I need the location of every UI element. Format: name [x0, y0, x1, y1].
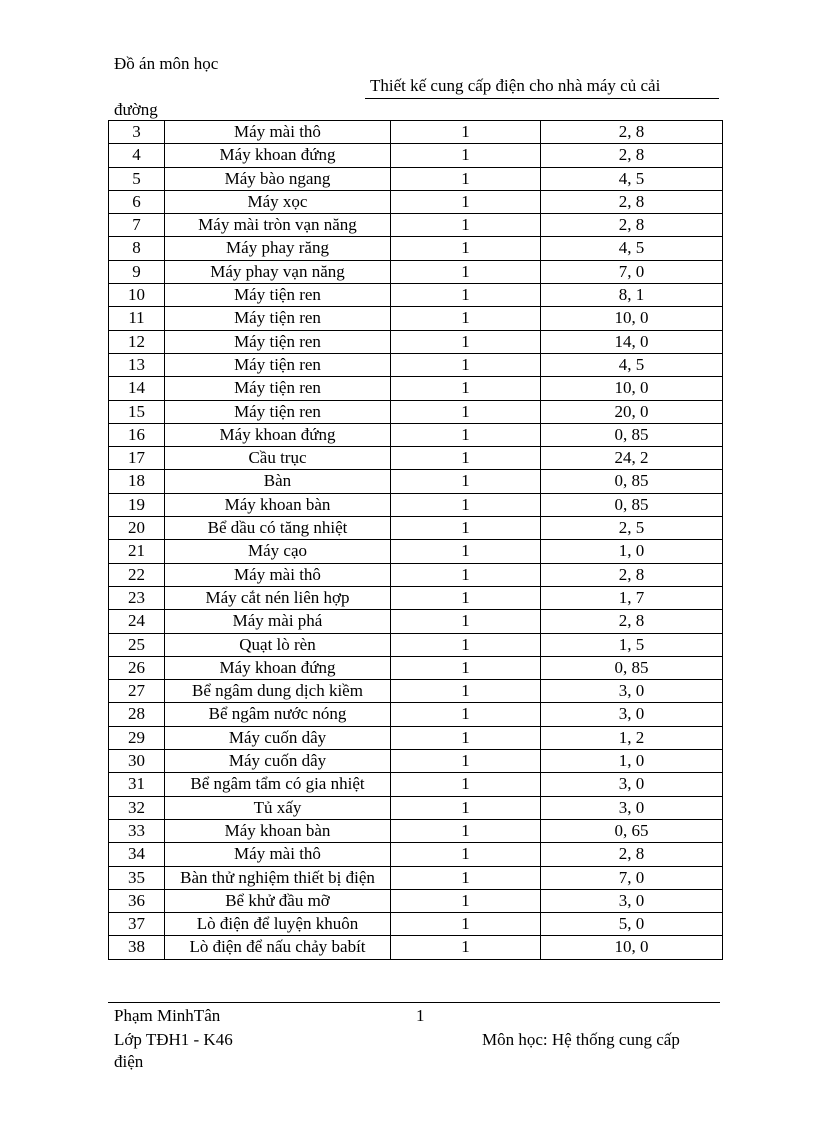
power-cell: 20, 0	[541, 400, 723, 423]
table-row	[109, 144, 723, 167]
quantity-cell: 1	[391, 773, 541, 796]
equipment-name-cell: Lò điện để luyện khuôn	[165, 913, 391, 936]
row-number-cell: 19	[109, 493, 165, 516]
power-cell: 2, 8	[541, 563, 723, 586]
power-cell: 7, 0	[541, 260, 723, 283]
quantity-cell: 1	[391, 703, 541, 726]
table-row	[109, 540, 723, 563]
power-cell: 2, 5	[541, 517, 723, 540]
quantity-cell: 1	[391, 447, 541, 470]
row-number-cell: 22	[109, 563, 165, 586]
equipment-table-body	[109, 121, 723, 960]
quantity-cell: 1	[391, 633, 541, 656]
quantity-cell: 1	[391, 843, 541, 866]
power-cell: 4, 5	[541, 353, 723, 376]
equipment-name-cell: Máy khoan đứng	[165, 423, 391, 446]
equipment-name-cell: Bàn	[165, 470, 391, 493]
power-cell: 0, 65	[541, 819, 723, 842]
power-cell: 2, 8	[541, 610, 723, 633]
table-row	[109, 330, 723, 353]
row-number-cell: 6	[109, 190, 165, 213]
row-number-cell: 38	[109, 936, 165, 959]
table-row	[109, 796, 723, 819]
power-cell: 3, 0	[541, 796, 723, 819]
power-cell: 2, 8	[541, 843, 723, 866]
row-number-cell: 8	[109, 237, 165, 260]
table-row	[109, 284, 723, 307]
table-row	[109, 377, 723, 400]
table-row	[109, 121, 723, 144]
quantity-cell: 1	[391, 517, 541, 540]
quantity-cell: 1	[391, 610, 541, 633]
equipment-name-cell: Máy mài thô	[165, 563, 391, 586]
quantity-cell: 1	[391, 400, 541, 423]
row-number-cell: 13	[109, 353, 165, 376]
footer-subject-continuation: điện	[114, 1052, 144, 1071]
quantity-cell: 1	[391, 563, 541, 586]
power-cell: 2, 8	[541, 121, 723, 144]
power-cell: 3, 0	[541, 773, 723, 796]
table-row	[109, 866, 723, 889]
quantity-cell: 1	[391, 144, 541, 167]
row-number-cell: 17	[109, 447, 165, 470]
equipment-table	[108, 120, 723, 960]
table-row	[109, 563, 723, 586]
quantity-cell: 1	[391, 726, 541, 749]
table-row	[109, 703, 723, 726]
table-row	[109, 190, 723, 213]
equipment-name-cell: Máy tiện ren	[165, 377, 391, 400]
equipment-name-cell: Máy tiện ren	[165, 330, 391, 353]
row-number-cell: 24	[109, 610, 165, 633]
equipment-name-cell: Bể ngâm dung dịch kiềm	[165, 680, 391, 703]
quantity-cell: 1	[391, 353, 541, 376]
table-row	[109, 470, 723, 493]
row-number-cell: 7	[109, 214, 165, 237]
equipment-name-cell: Máy mài phá	[165, 610, 391, 633]
equipment-name-cell: Bể khử đầu mỡ	[165, 889, 391, 912]
row-number-cell: 36	[109, 889, 165, 912]
power-cell: 4, 5	[541, 167, 723, 190]
equipment-name-cell: Tủ xấy	[165, 796, 391, 819]
power-cell: 10, 0	[541, 936, 723, 959]
power-cell: 5, 0	[541, 913, 723, 936]
table-row	[109, 353, 723, 376]
row-number-cell: 37	[109, 913, 165, 936]
equipment-name-cell: Máy phay răng	[165, 237, 391, 260]
power-cell: 3, 0	[541, 889, 723, 912]
equipment-name-cell: Máy xọc	[165, 190, 391, 213]
table-row	[109, 656, 723, 679]
quantity-cell: 1	[391, 656, 541, 679]
power-cell: 4, 5	[541, 237, 723, 260]
equipment-table-container	[108, 120, 722, 960]
power-cell: 7, 0	[541, 866, 723, 889]
quantity-cell: 1	[391, 819, 541, 842]
power-cell: 2, 8	[541, 144, 723, 167]
equipment-name-cell: Máy tiện ren	[165, 284, 391, 307]
power-cell: 8, 1	[541, 284, 723, 307]
table-row	[109, 423, 723, 446]
power-cell: 3, 0	[541, 703, 723, 726]
row-number-cell: 23	[109, 586, 165, 609]
page-number: 1	[416, 1006, 425, 1025]
equipment-name-cell: Máy mài tròn vạn năng	[165, 214, 391, 237]
quantity-cell: 1	[391, 237, 541, 260]
table-row	[109, 913, 723, 936]
power-cell: 1, 5	[541, 633, 723, 656]
table-row	[109, 167, 723, 190]
row-number-cell: 31	[109, 773, 165, 796]
row-number-cell: 3	[109, 121, 165, 144]
table-row	[109, 819, 723, 842]
equipment-name-cell: Máy tiện ren	[165, 400, 391, 423]
row-number-cell: 30	[109, 750, 165, 773]
row-number-cell: 29	[109, 726, 165, 749]
table-row	[109, 889, 723, 912]
quantity-cell: 1	[391, 493, 541, 516]
footer-class: Lớp TĐH1 - K46	[114, 1030, 233, 1049]
row-number-cell: 15	[109, 400, 165, 423]
equipment-name-cell: Máy khoan bàn	[165, 493, 391, 516]
power-cell: 10, 0	[541, 307, 723, 330]
equipment-name-cell: Máy khoan đứng	[165, 144, 391, 167]
row-number-cell: 10	[109, 284, 165, 307]
quantity-cell: 1	[391, 377, 541, 400]
table-row	[109, 680, 723, 703]
footer-rule	[108, 1002, 720, 1003]
quantity-cell: 1	[391, 913, 541, 936]
power-cell: 24, 2	[541, 447, 723, 470]
quantity-cell: 1	[391, 330, 541, 353]
table-row	[109, 610, 723, 633]
table-row	[109, 214, 723, 237]
power-cell: 0, 85	[541, 470, 723, 493]
footer-subject: Môn học: Hệ thống cung cấp	[482, 1030, 680, 1049]
quantity-cell: 1	[391, 470, 541, 493]
power-cell: 0, 85	[541, 493, 723, 516]
table-row	[109, 493, 723, 516]
power-cell: 1, 2	[541, 726, 723, 749]
table-row	[109, 633, 723, 656]
power-cell: 1, 0	[541, 750, 723, 773]
equipment-name-cell: Bể ngâm tẩm có gia nhiệt	[165, 773, 391, 796]
table-row	[109, 773, 723, 796]
equipment-name-cell: Quạt lò rèn	[165, 633, 391, 656]
row-number-cell: 21	[109, 540, 165, 563]
power-cell: 10, 0	[541, 377, 723, 400]
quantity-cell: 1	[391, 586, 541, 609]
power-cell: 1, 7	[541, 586, 723, 609]
quantity-cell: 1	[391, 167, 541, 190]
equipment-name-cell: Máy mài thô	[165, 121, 391, 144]
table-row	[109, 726, 723, 749]
quantity-cell: 1	[391, 423, 541, 446]
equipment-name-cell: Bể dầu có tăng nhiệt	[165, 517, 391, 540]
equipment-name-cell: Máy mài thô	[165, 843, 391, 866]
row-number-cell: 28	[109, 703, 165, 726]
equipment-name-cell: Máy cuốn dây	[165, 726, 391, 749]
quantity-cell: 1	[391, 121, 541, 144]
table-row	[109, 400, 723, 423]
quantity-cell: 1	[391, 866, 541, 889]
equipment-name-cell: Máy khoan bàn	[165, 819, 391, 842]
row-number-cell: 34	[109, 843, 165, 866]
power-cell: 1, 0	[541, 540, 723, 563]
quantity-cell: 1	[391, 889, 541, 912]
quantity-cell: 1	[391, 307, 541, 330]
power-cell: 3, 0	[541, 680, 723, 703]
power-cell: 2, 8	[541, 214, 723, 237]
equipment-name-cell: Bàn thử nghiệm thiết bị điện	[165, 866, 391, 889]
quantity-cell: 1	[391, 260, 541, 283]
header-title: Thiết kế cung cấp điện cho nhà máy củ cải	[370, 76, 661, 95]
table-row	[109, 843, 723, 866]
table-row	[109, 260, 723, 283]
equipment-name-cell: Máy bào ngang	[165, 167, 391, 190]
row-number-cell: 5	[109, 167, 165, 190]
table-row	[109, 237, 723, 260]
power-cell: 0, 85	[541, 423, 723, 446]
row-number-cell: 25	[109, 633, 165, 656]
quantity-cell: 1	[391, 214, 541, 237]
row-number-cell: 27	[109, 680, 165, 703]
equipment-name-cell: Máy cắt nén liên hợp	[165, 586, 391, 609]
equipment-name-cell: Máy tiện ren	[165, 307, 391, 330]
table-row	[109, 586, 723, 609]
equipment-name-cell: Máy phay vạn năng	[165, 260, 391, 283]
header-rule	[365, 98, 719, 99]
quantity-cell: 1	[391, 190, 541, 213]
row-number-cell: 32	[109, 796, 165, 819]
equipment-name-cell: Máy tiện ren	[165, 353, 391, 376]
row-number-cell: 26	[109, 656, 165, 679]
power-cell: 2, 8	[541, 190, 723, 213]
quantity-cell: 1	[391, 936, 541, 959]
power-cell: 0, 85	[541, 656, 723, 679]
row-number-cell: 35	[109, 866, 165, 889]
quantity-cell: 1	[391, 540, 541, 563]
table-row	[109, 447, 723, 470]
quantity-cell: 1	[391, 750, 541, 773]
table-row	[109, 750, 723, 773]
row-number-cell: 9	[109, 260, 165, 283]
header-left: Đồ án môn học	[114, 54, 219, 73]
header-title-continuation: đường	[114, 100, 158, 119]
row-number-cell: 4	[109, 144, 165, 167]
power-cell: 14, 0	[541, 330, 723, 353]
equipment-name-cell: Máy cuốn dây	[165, 750, 391, 773]
quantity-cell: 1	[391, 796, 541, 819]
equipment-name-cell: Cầu trục	[165, 447, 391, 470]
quantity-cell: 1	[391, 284, 541, 307]
equipment-name-cell: Máy cạo	[165, 540, 391, 563]
row-number-cell: 20	[109, 517, 165, 540]
table-row	[109, 517, 723, 540]
row-number-cell: 18	[109, 470, 165, 493]
row-number-cell: 11	[109, 307, 165, 330]
table-row	[109, 936, 723, 959]
equipment-name-cell: Lò điện để nấu chảy babít	[165, 936, 391, 959]
equipment-name-cell: Máy khoan đứng	[165, 656, 391, 679]
row-number-cell: 14	[109, 377, 165, 400]
equipment-name-cell: Bể ngâm nước nóng	[165, 703, 391, 726]
footer-author: Phạm MinhTân	[114, 1006, 221, 1025]
row-number-cell: 16	[109, 423, 165, 446]
quantity-cell: 1	[391, 680, 541, 703]
row-number-cell: 12	[109, 330, 165, 353]
row-number-cell: 33	[109, 819, 165, 842]
table-row	[109, 307, 723, 330]
